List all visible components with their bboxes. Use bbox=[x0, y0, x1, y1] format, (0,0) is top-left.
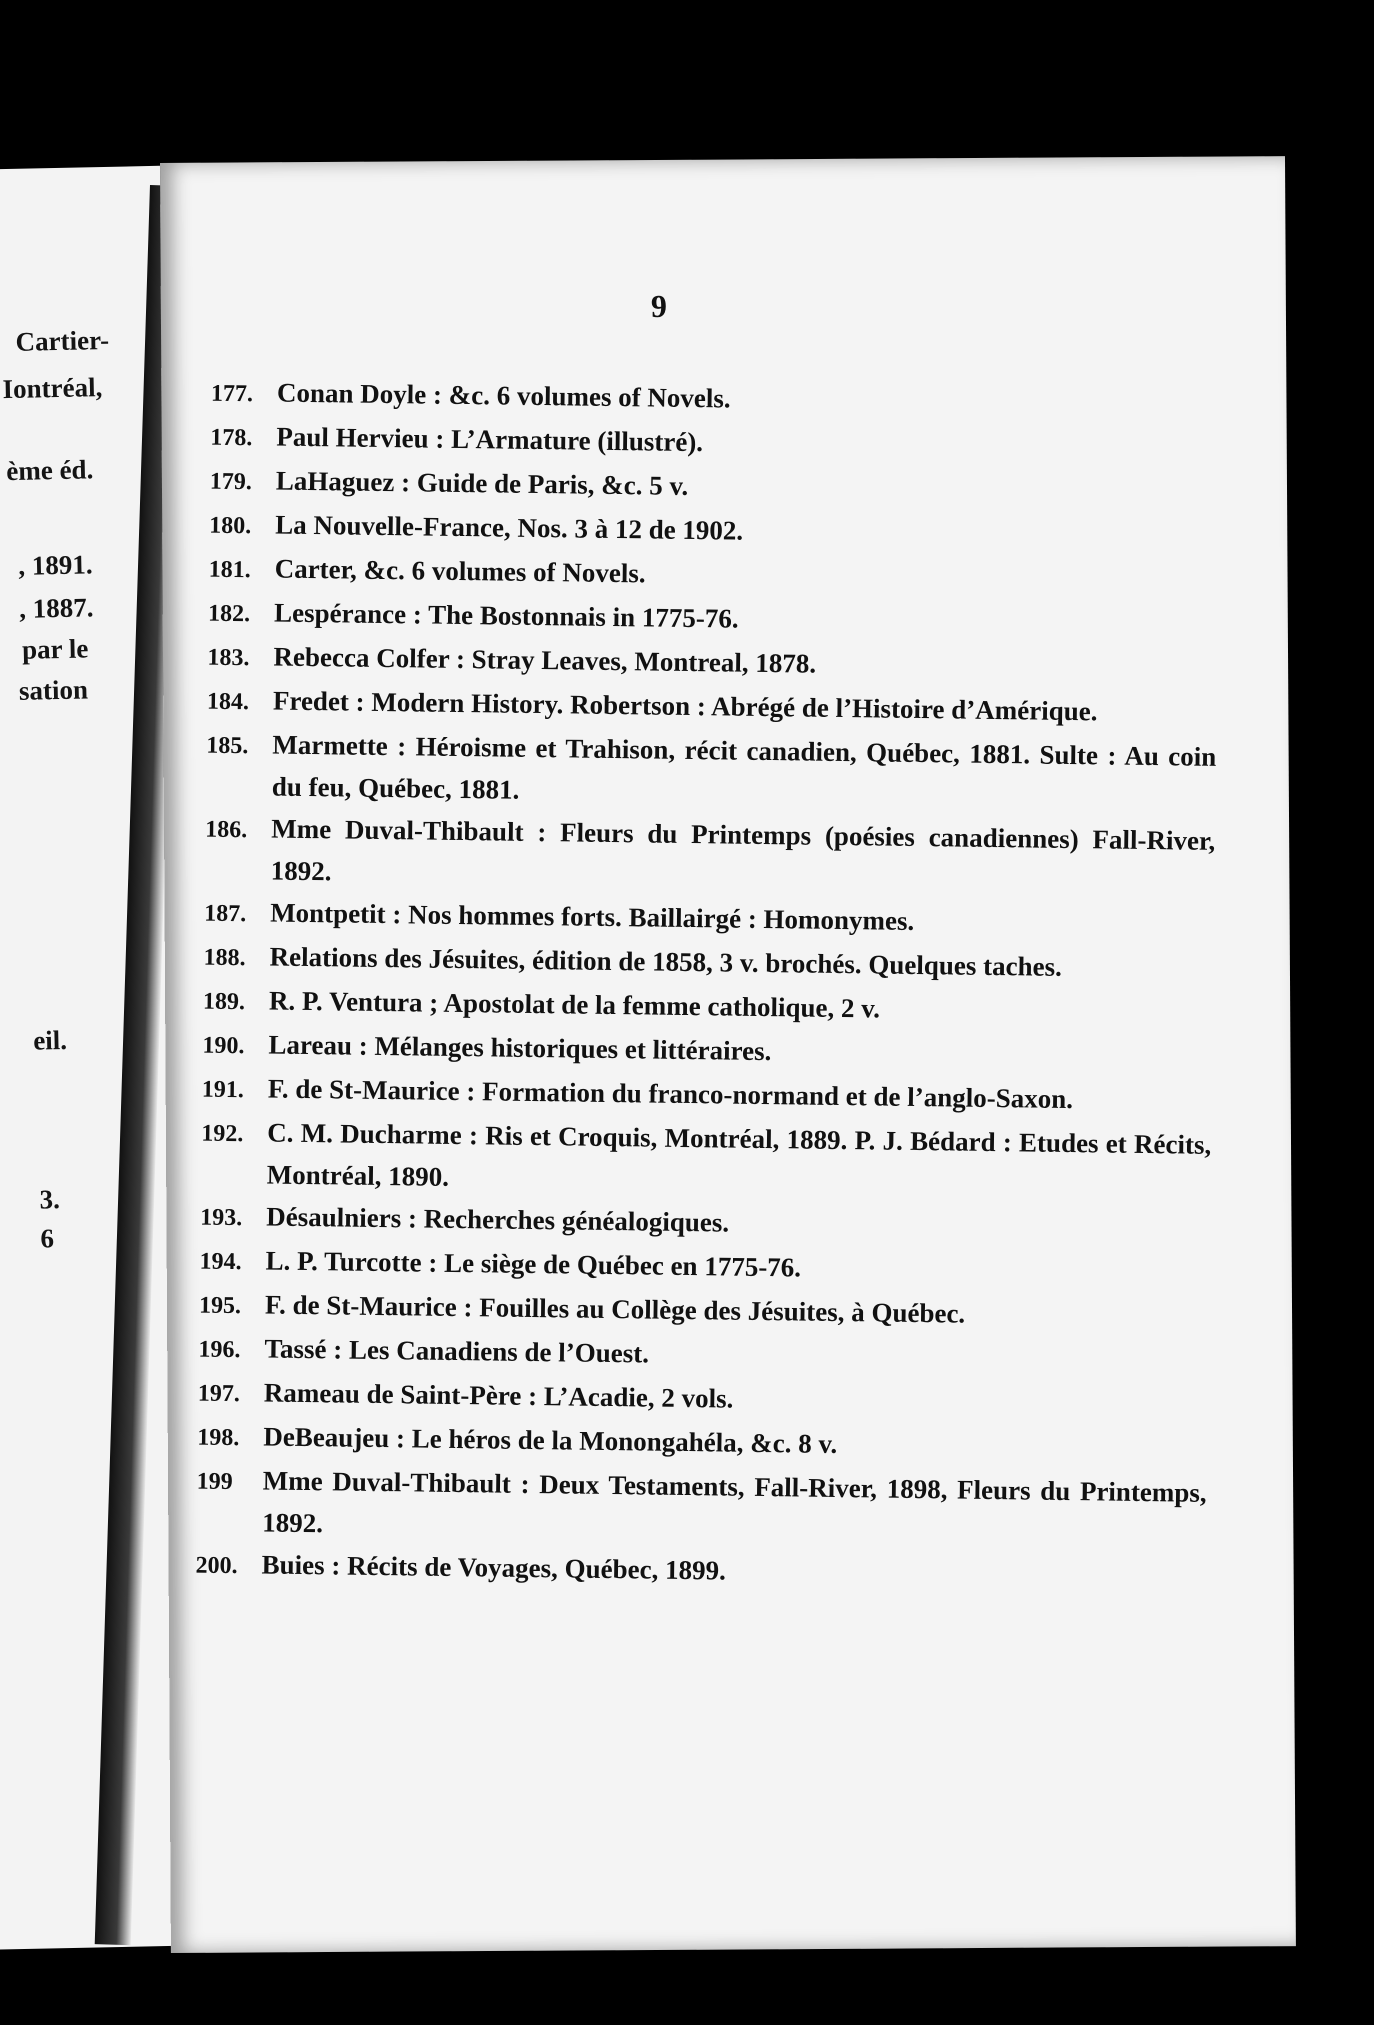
left-page-fragment: 6 bbox=[40, 1223, 55, 1254]
left-page-fragment: Iontréal, bbox=[2, 372, 103, 405]
entry-text: Montpetit : Nos hommes forts. Baillairgé : Homonymes. bbox=[269, 897, 915, 936]
left-page-fragment: , 1887. bbox=[18, 592, 94, 624]
right-page bbox=[160, 156, 1296, 1953]
entry-text: Relations des Jésuites, édition de 1858, 3 v. brochés. Quelques taches. bbox=[269, 941, 1063, 982]
entry-number: 190. bbox=[202, 1032, 245, 1060]
left-page-fragment: ème éd. bbox=[6, 454, 94, 487]
entry-number: 182. bbox=[207, 600, 251, 628]
entry-text: Mme Duval-Thibault : Fleurs du Printemps (poésies canadiennes) Fall-River, 1892. bbox=[270, 813, 1216, 887]
catalogue-entry bbox=[206, 723, 1217, 820]
entry-text: Tassé : Les Canadiens de l’Ouest. bbox=[264, 1333, 650, 1369]
entry-number: 179. bbox=[209, 468, 252, 496]
page-number: 9 bbox=[650, 287, 667, 325]
entry-number: 192. bbox=[201, 1120, 244, 1148]
entry-text: R. P. Ventura ; Apostolat de la femme catholique, 2 v. bbox=[268, 985, 881, 1024]
entry-number: 198. bbox=[197, 1424, 240, 1452]
entry-number: 193. bbox=[200, 1204, 243, 1232]
catalogue-entry bbox=[196, 1459, 1207, 1556]
entry-text: Lespérance : The Bostonnais in 1775-76. bbox=[273, 597, 739, 634]
entry-number: 186. bbox=[205, 816, 248, 844]
left-page-fragment: , 1891. bbox=[17, 549, 93, 581]
entry-text: Lareau : Mélanges historiques et littéraires. bbox=[268, 1029, 772, 1067]
entry-number: 194. bbox=[199, 1248, 242, 1276]
left-page-fragment: Cartier- bbox=[15, 324, 110, 357]
entry-text: C. M. Ducharme : Ris et Croquis, Montréal, 1889. P. J. Bédard : Etudes et Récits, Montréal, 1890. bbox=[266, 1117, 1212, 1192]
entry-text: F. de St-Maurice : Formation du franco-normand et de l’anglo-Saxon. bbox=[267, 1073, 1074, 1115]
entry-text: DeBeaujeu : Le héros de la Monongahéla, &c. 8 v. bbox=[263, 1421, 838, 1459]
left-page-fragment: 3. bbox=[39, 1184, 61, 1215]
entry-text: Buies : Récits de Voyages, Québec, 1899. bbox=[261, 1549, 727, 1586]
entry-number: 199 bbox=[196, 1468, 233, 1496]
entry-number: 181. bbox=[208, 556, 251, 584]
entry-number: 188. bbox=[203, 944, 246, 972]
entry-text: Carter, &c. 6 volumes of Novels. bbox=[274, 553, 646, 589]
entry-text: L. P. Turcotte : Le siège de Québec en 1775-76. bbox=[265, 1245, 802, 1283]
catalogue-entry-list bbox=[195, 371, 1221, 1600]
entry-text: Marmette : Héroisme et Trahison, récit canadien, Québec, 1881. Sulte : Au coin du feu, Québec, 1881. bbox=[271, 729, 1217, 805]
left-page-fragment: eil. bbox=[32, 1024, 68, 1056]
entry-text: Fredet : Modern History. Robertson : Abrégé de l’Histoire d’Amérique. bbox=[272, 685, 1098, 727]
entry-text: Rameau de Saint-Père : L’Acadie, 2 vols. bbox=[263, 1377, 734, 1414]
entry-number: 178. bbox=[210, 424, 253, 452]
catalogue-entry bbox=[204, 807, 1215, 904]
entry-number: 183. bbox=[207, 644, 250, 672]
left-page-fragment: sation bbox=[18, 674, 89, 706]
entry-text: Conan Doyle : &c. 6 volumes of Novels. bbox=[276, 377, 731, 414]
entry-number: 197. bbox=[197, 1380, 241, 1408]
left-page-fragment: par le bbox=[21, 633, 89, 665]
entry-text: Désaulniers : Recherches généalogiques. bbox=[266, 1201, 730, 1238]
entry-text: Mme Duval-Thibault : Deux Testaments, Fall-River, 1898, Fleurs du Printemps, 1892. bbox=[262, 1465, 1207, 1539]
entry-number: 187. bbox=[203, 900, 247, 928]
entry-number: 191. bbox=[201, 1076, 245, 1104]
entry-number: 180. bbox=[209, 512, 252, 540]
entry-text: F. de St-Maurice : Fouilles au Collège des Jésuites, à Québec. bbox=[264, 1289, 966, 1329]
entry-number: 177. bbox=[210, 380, 254, 408]
entry-text: Paul Hervieu : L’Armature (illustré). bbox=[276, 421, 704, 458]
entry-number: 185. bbox=[206, 732, 249, 760]
entry-number: 200. bbox=[195, 1552, 238, 1580]
entry-text: La Nouvelle-France, Nos. 3 à 12 de 1902. bbox=[275, 509, 744, 546]
entry-number: 189. bbox=[202, 988, 246, 1016]
entry-number: 195. bbox=[198, 1292, 242, 1320]
catalogue-entry bbox=[200, 1111, 1211, 1208]
entry-number: 184. bbox=[206, 688, 250, 716]
entry-text: LaHaguez : Guide de Paris, &c. 5 v. bbox=[275, 465, 689, 501]
entry-text: Rebecca Colfer : Stray Leaves, Montreal, 1878. bbox=[273, 641, 817, 679]
entry-number: 196. bbox=[198, 1336, 241, 1364]
